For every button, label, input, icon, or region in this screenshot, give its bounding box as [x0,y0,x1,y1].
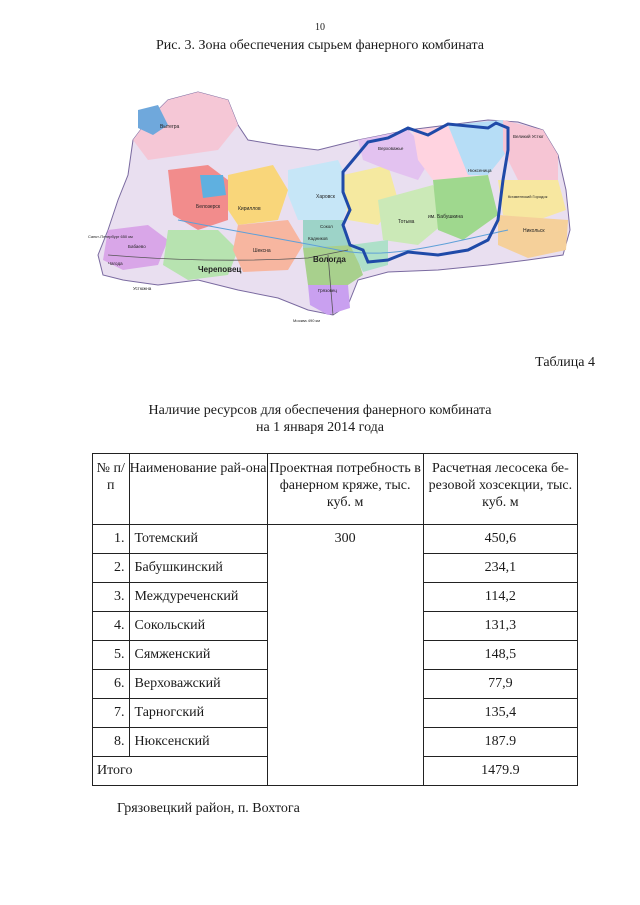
total-value: 1479.9 [423,757,577,786]
row-num: 3. [93,583,130,612]
label-kadnikov: Кадников [308,236,328,241]
label-totma: Тотьма [398,219,415,225]
row-value: 135,4 [423,699,577,728]
region-map [88,80,588,330]
label-kichm-gorodok: Кичменгский Городок [508,194,548,199]
label-belozersk: Белозерск [196,204,221,210]
need-value: 300 [267,525,423,786]
row-num: 4. [93,612,130,641]
label-babushkin: им. Бабушкина [428,214,463,220]
label-verkhovazhye: Верховажье [378,146,404,151]
label-cherepovets: Череповец [198,265,242,274]
label-nyuksenitsa: Нюксеница [468,168,492,173]
header-num: № п/п [93,454,130,525]
label-kharovsk: Харовск [316,194,335,200]
district-lake-beloe [200,175,226,198]
header-row [93,454,578,525]
label-chagoda: Чагода [108,261,123,266]
label-sheksna: Шексна [253,248,271,254]
row-value: 187.9 [423,728,577,757]
row-num: 6. [93,670,130,699]
label-nikolsk: Никольск [523,228,545,234]
header-name: Наименование рай-она [129,454,267,525]
total-label: Итого [93,757,268,786]
table-title-line2: на 1 января 2014 года [255,420,385,435]
label-moscow: Москва 490 км [293,318,321,323]
figure-caption: Рис. 3. Зона обеспечения сырьем фанерного комбината [155,38,485,53]
table-title-line1: Наличие ресурсов для обеспечения фанерного комбината [148,403,492,418]
row-name: Сокольский [129,612,267,641]
label-gryazovets: Грязовец [318,288,338,293]
row-num: 1. [93,525,130,554]
header-harvest: Расчетная лесосека бе-резовой хозсекции, тыс. куб. м [423,454,577,525]
header-need: Проектная потребность в фанерном кряже, тыс. куб. м [267,454,423,525]
row-num: 5. [93,641,130,670]
footer-note: Грязовецкий район, п. Вохтога [117,801,300,816]
label-ustyuzhna: Устюжна [133,286,152,291]
row-num: 2. [93,554,130,583]
row-value: 131,3 [423,612,577,641]
row-name: Сямженский [129,641,267,670]
label-sokol: Сокол [320,224,333,229]
row-value: 148,5 [423,641,577,670]
row-name: Бабушкинский [129,554,267,583]
row-value: 234,1 [423,554,577,583]
row-name: Тарногский [129,699,267,728]
row-num: 8. [93,728,130,757]
label-vologda: Вологда [313,255,346,264]
table-title [0,402,640,436]
row-name: Верховажский [129,670,267,699]
table-row [93,525,578,554]
row-value: 450,6 [423,525,577,554]
label-vytegra: Вытегра [160,124,180,130]
row-num: 7. [93,699,130,728]
resources-table [92,453,578,786]
row-value: 77,9 [423,670,577,699]
table-label: Таблица 4 [535,355,595,370]
label-veliky-ustyug: Великий Устюг [513,134,544,139]
row-name: Тотемский [129,525,267,554]
label-kirillov: Кириллов [238,206,261,212]
row-name: Нюксенский [129,728,267,757]
row-name: Междуреченский [129,583,267,612]
page-number: 10 [315,22,325,33]
label-spb: Санкт-Петербург 650 км [88,234,133,239]
row-value: 114,2 [423,583,577,612]
label-babaevo: Бабаево [128,244,146,249]
